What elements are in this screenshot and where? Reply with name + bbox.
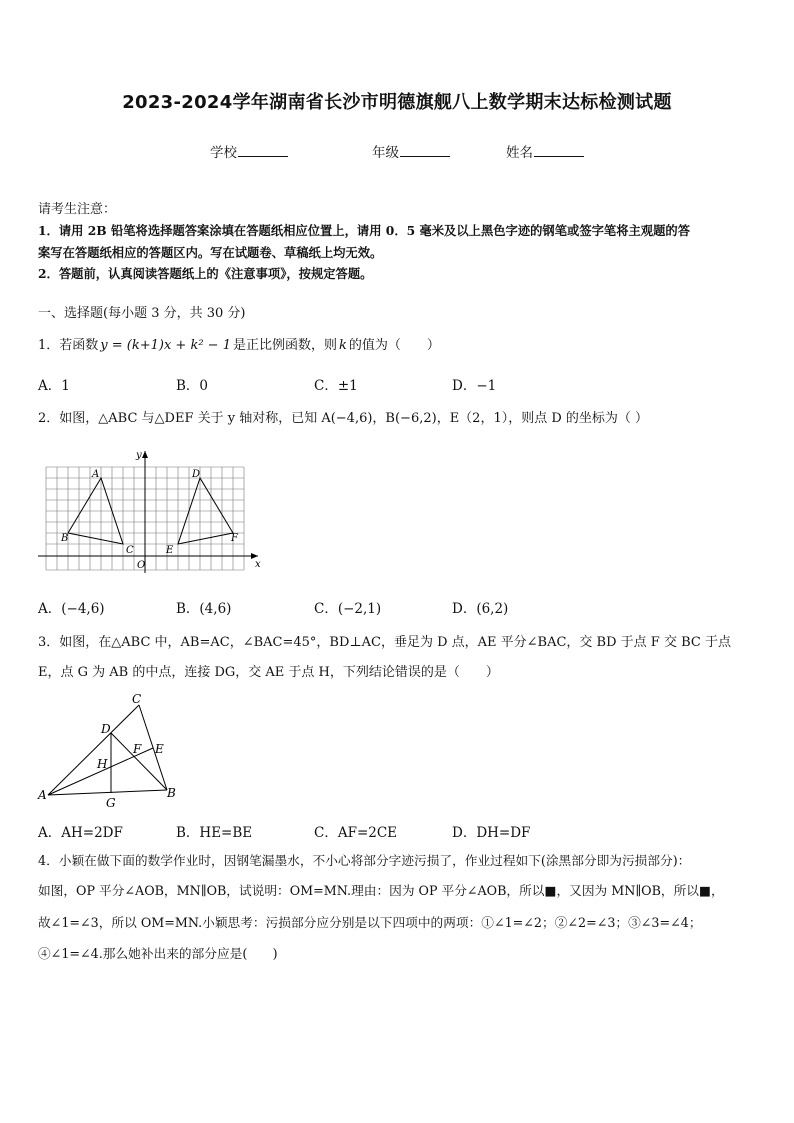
q3-label-h: H <box>97 757 108 771</box>
question-4-line2: 如图，OP 平分∠AOB，MN∥OB，试说明：OM=MN.理由：因为 OP 平分∠AOB，所以■，又因为 MN∥OB，所以■， <box>38 883 724 898</box>
q1-var: k <box>339 338 347 353</box>
q3-option-b[interactable]: B．HE=BE <box>176 825 253 841</box>
question-4-line3: 故∠1=∠3，所以 OM=MN.小颖思考：污损部分应分别是以下四项中的两项：①∠1=∠2；②∠2=∠3；③∠3=∠4； <box>38 915 702 930</box>
name-blank[interactable] <box>534 143 584 157</box>
q2-label-o: O <box>137 560 146 571</box>
notice-item2: 2．答题前，认真阅读答题纸上的《注意事项》，按规定答题。 <box>38 266 373 281</box>
notice-item1-line2: 案写在答题纸相应的答题区内。写在试题卷、草稿纸上均无效。 <box>38 245 383 260</box>
q3-label-b: B <box>167 786 176 800</box>
q1-option-b[interactable]: B．0 <box>176 378 209 394</box>
grade-label: 年级 <box>372 145 399 161</box>
grade-blank[interactable] <box>400 143 450 157</box>
q3-label-a: A <box>38 788 47 802</box>
q3-option-c[interactable]: C．AF=2CE <box>314 825 398 841</box>
name-field <box>506 141 584 161</box>
q2-label-b: B <box>61 533 69 544</box>
q3-triangle-svg <box>36 693 186 808</box>
q2-option-a[interactable]: A．(−4,6) <box>38 601 105 617</box>
question-2-stem: 2．如图，△ABC 与△DEF 关于 y 轴对称，已知 A(−4,6)，B(−6,2)，E（2，1），则点 D 的坐标为（ ） <box>38 411 649 426</box>
q3-label-d: D <box>101 722 111 736</box>
q2-figure <box>36 447 264 573</box>
notice-heading: 请考生注意： <box>38 202 117 217</box>
q3-label-f: F <box>133 742 142 756</box>
question-3-line2: E，点 G 为 AB 的中点，连接 DG，交 AE 于点 H，下列结论错误的是（ ） <box>38 665 499 680</box>
q2-label-x: x <box>255 559 261 570</box>
q2-option-c[interactable]: C．(−2,1) <box>314 601 382 617</box>
q3-option-d[interactable]: D．DH=DF <box>452 825 531 841</box>
q3-label-e: E <box>155 742 164 756</box>
q2-y-arrow <box>142 451 148 458</box>
q2-option-b[interactable]: B．(4,6) <box>176 601 232 617</box>
q3-label-g: G <box>106 796 116 808</box>
q1-option-d[interactable]: D．−1 <box>452 378 497 394</box>
question-3-line1: 3．如图，在△ABC 中，AB=AC，∠BAC=45°，BD⊥AC，垂足为 D 点，AE 平分∠BAC，交 BD 于点 F 交 BC 于点 <box>38 635 731 650</box>
page-title: 2023-2024学年湖南省长沙市明德旗舰八上数学期末达标检测试题 <box>122 92 672 113</box>
notice-item1-line1: 1．请用 2B 铅笔将选择题答案涂填在答题纸相应位置上，请用 0．5 毫米及以上黑色字迹的钢笔或签字笔将主观题的答 <box>38 223 690 238</box>
q2-label-y: y <box>136 450 142 461</box>
q1-option-c[interactable]: C．±1 <box>314 378 358 394</box>
q3-side-ab <box>48 790 167 795</box>
q2-label-e: E <box>166 545 174 556</box>
section-heading: 一、选择题(每小题 3 分，共 30 分) <box>38 306 246 321</box>
name-label: 姓名 <box>506 145 533 161</box>
q1-prefix: 1．若函数 <box>38 338 99 353</box>
q1-option-a[interactable]: A．1 <box>38 378 70 394</box>
grade-field <box>372 141 450 161</box>
school-field <box>210 141 288 161</box>
q1-formula: y = (k+1)x + k² − 1 <box>100 338 231 353</box>
school-label: 学校 <box>210 145 237 161</box>
q2-option-d[interactable]: D．(6,2) <box>452 601 509 617</box>
q3-label-c: C <box>132 693 142 706</box>
q3-option-a[interactable]: A．AH=2DF <box>38 825 123 841</box>
q3-side-ac <box>48 705 139 795</box>
school-blank[interactable] <box>238 143 288 157</box>
q2-grid-svg <box>36 447 264 573</box>
question-1-stem <box>38 335 440 357</box>
q2-label-d: D <box>192 469 201 480</box>
q2-label-f: F <box>231 533 238 544</box>
q2-label-a: A <box>92 469 100 480</box>
question-4-line4: ④∠1=∠4.那么她补出来的部分应是( ) <box>38 946 278 961</box>
q2-label-c: C <box>126 545 134 556</box>
q1-middle: 是正比例函数，则 <box>232 338 337 353</box>
q3-figure <box>36 693 186 808</box>
q1-suffix: 的值为（ ） <box>348 338 440 353</box>
question-4-line1: 4．小颖在做下面的数学作业时，因钢笔漏墨水，不小心将部分字迹污损了，作业过程如下(涂黑部分即为污损部分)： <box>38 853 691 868</box>
